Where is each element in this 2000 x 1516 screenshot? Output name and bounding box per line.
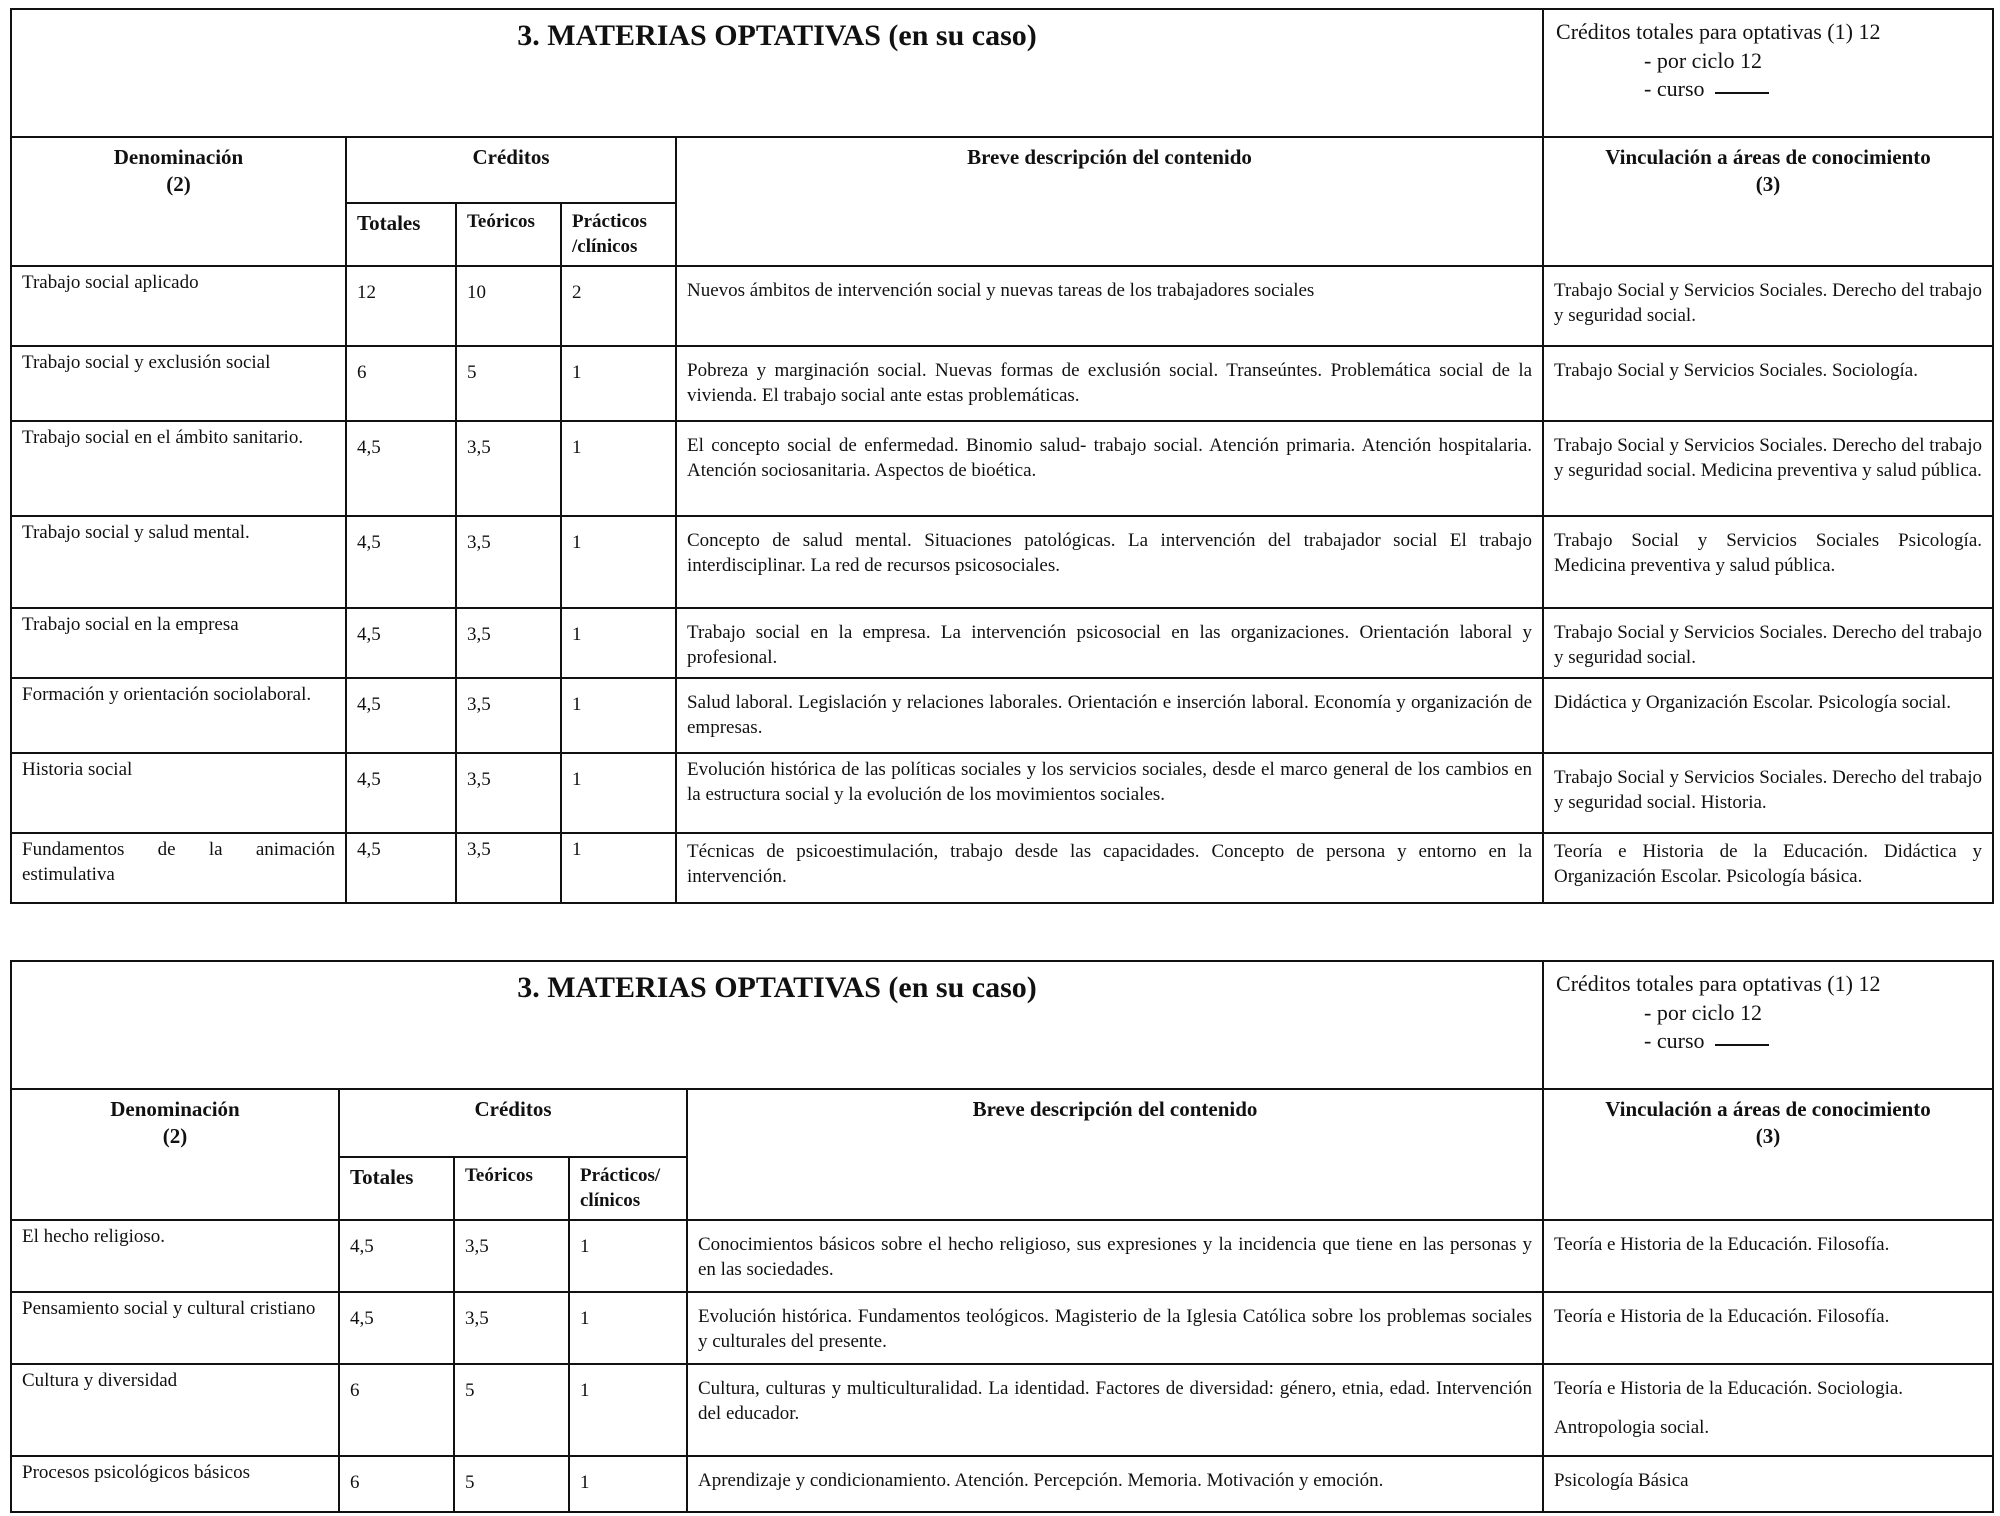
row-totales: 4,5 [346,678,456,753]
header-teoricos: Teóricos [454,1157,569,1220]
header-denominacion: Denominación (2) [11,137,346,266]
row-teoricos: 10 [456,266,561,346]
row-practicos: 1 [569,1220,687,1292]
credits-cycle-line: - por ciclo 12 [1644,47,1762,73]
row-totales: 6 [339,1364,454,1456]
row-vinculacion: Psicología Básica [1543,1456,1993,1512]
header-practicos: Prácticos/ clínicos [569,1157,687,1220]
row-totales: 4,5 [346,516,456,608]
row-name: Trabajo social en el ámbito sanitario. [11,421,346,516]
row-vinculacion: Trabajo Social y Servicios Sociales. Derecho del trabajo y seguridad social. Historia. [1543,753,1993,833]
row-totales: 4,5 [346,753,456,833]
header-totales: Totales [339,1157,454,1220]
row-descripcion: Conocimientos básicos sobre el hecho religioso, sus expresiones y la incidencia que tiene en las personas y en las sociedades. [687,1220,1543,1292]
row-totales: 12 [346,266,456,346]
row-teoricos: 3,5 [456,833,561,903]
row-practicos: 1 [561,678,676,753]
table-row [11,608,1993,678]
row-vinculacion: Trabajo Social y Servicios Sociales Psicología. Medicina preventiva y salud pública. [1543,516,1993,608]
row-descripcion: Concepto de salud mental. Situaciones patológicas. La intervención del trabajador social El trabajo interdisciplinar. La red de recursos psicosociales. [676,516,1543,608]
row-practicos: 1 [561,421,676,516]
row-practicos: 1 [569,1456,687,1512]
row-descripcion: El concepto social de enfermedad. Binomio salud- trabajo social. Atención primaria. Atención hospitalaria. Atención sociosanitaria. Aspectos de bioética. [676,421,1543,516]
row-name: Formación y orientación sociolaboral. [11,678,346,753]
table-title: 3. MATERIAS OPTATIVAS (en su caso) [11,961,1543,1089]
row-teoricos: 3,5 [456,678,561,753]
table-row [11,678,1993,753]
table-row [11,1364,1993,1456]
row-vinculacion: Trabajo Social y Servicios Sociales. Derecho del trabajo y seguridad social. [1543,266,1993,346]
header-denominacion: Denominación (2) [11,1089,339,1220]
row-name: El hecho religioso. [11,1220,339,1292]
row-practicos: 1 [569,1292,687,1364]
row-name: Fundamentos de la animación estimulativa [11,833,346,903]
row-name: Procesos psicológicos básicos [11,1456,339,1512]
credits-cycle-line: - por ciclo 12 [1644,999,1762,1025]
header-teoricos: Teóricos [456,203,561,266]
row-practicos: 1 [561,516,676,608]
credits-course-line: - curso [1556,75,1980,104]
row-name: Trabajo social y exclusión social [11,346,346,421]
header-descripcion: Breve descripción del contenido [676,137,1543,266]
row-descripcion: Técnicas de psicoestimulación, trabajo desde las capacidades. Concepto de persona y entorno en la intervención. [676,833,1543,903]
row-practicos: 1 [561,753,676,833]
row-vinculacion: Teoría e Historia de la Educación. Filosofía. [1543,1292,1993,1364]
row-totales: 4,5 [339,1220,454,1292]
table-row [11,266,1993,346]
row-name: Trabajo social aplicado [11,266,346,346]
row-descripcion: Pobreza y marginación social. Nuevas formas de exclusión social. Transeúntes. Problemática social de la vivienda. El trabajo social ante estas problemáticas. [676,346,1543,421]
row-practicos: 1 [561,346,676,421]
table-title: 3. MATERIAS OPTATIVAS (en su caso) [11,9,1543,137]
row-vinculacion: Trabajo Social y Servicios Sociales. Derecho del trabajo y seguridad social. Medicina preventiva y salud pública. [1543,421,1993,516]
table-row [11,1220,1993,1292]
optativas-table-1 [10,8,1992,904]
row-name: Trabajo social y salud mental. [11,516,346,608]
table-row [11,1456,1993,1512]
row-vinculacion: Teoría e Historia de la Educación. Sociologia. Antropologia social. [1543,1364,1993,1456]
table-row [11,421,1993,516]
credits-total-line: Créditos totales para optativas (1) 12 [1556,19,1881,44]
row-teoricos: 3,5 [456,516,561,608]
table-row [11,1292,1993,1364]
credits-course-line: - curso [1556,1027,1980,1056]
table-row [11,346,1993,421]
row-practicos: 1 [569,1364,687,1456]
row-name: Cultura y diversidad [11,1364,339,1456]
header-creditos: Créditos [346,137,676,203]
row-teoricos: 3,5 [456,753,561,833]
header-practicos: Prácticos /clínicos [561,203,676,266]
row-vinculacion: Teoría e Historia de la Educación. Didáctica y Organización Escolar. Psicología básica. [1543,833,1993,903]
row-descripcion: Trabajo social en la empresa. La intervención psicosocial en las organizaciones. Orientación laboral y profesional. [676,608,1543,678]
row-totales: 4,5 [346,833,456,903]
header-vinculacion: Vinculación a áreas de conocimiento (3) [1543,137,1993,266]
row-descripcion: Nuevos ámbitos de intervención social y nuevas tareas de los trabajadores sociales [676,266,1543,346]
row-name: Trabajo social en la empresa [11,608,346,678]
row-name: Historia social [11,753,346,833]
row-totales: 4,5 [346,421,456,516]
row-descripcion: Cultura, culturas y multiculturalidad. La identidad. Factores de diversidad: género, etnia, edad. Intervención del educador. [687,1364,1543,1456]
row-vinculacion: Trabajo Social y Servicios Sociales. Sociología. [1543,346,1993,421]
row-descripcion: Evolución histórica de las políticas sociales y los servicios sociales, desde el marco general de los cambios en la estructura social y la evolución de los movimientos sociales. [676,753,1543,833]
header-vinculacion: Vinculación a áreas de conocimiento (3) [1543,1089,1993,1220]
row-teoricos: 3,5 [454,1220,569,1292]
row-teoricos: 3,5 [456,421,561,516]
row-practicos: 2 [561,266,676,346]
row-totales: 6 [346,346,456,421]
credits-total-line: Créditos totales para optativas (1) 12 [1556,971,1881,996]
row-descripcion: Salud laboral. Legislación y relaciones laborales. Orientación e inserción laboral. Economía y organización de empresas. [676,678,1543,753]
row-descripcion: Aprendizaje y condicionamiento. Atención. Percepción. Memoria. Motivación y emoción. [687,1456,1543,1512]
row-teoricos: 3,5 [456,608,561,678]
row-totales: 4,5 [346,608,456,678]
row-vinculacion: Didáctica y Organización Escolar. Psicología social. [1543,678,1993,753]
row-practicos: 1 [561,608,676,678]
row-vinculacion: Trabajo Social y Servicios Sociales. Derecho del trabajo y seguridad social. [1543,608,1993,678]
row-name: Pensamiento social y cultural cristiano [11,1292,339,1364]
row-totales: 4,5 [339,1292,454,1364]
row-practicos: 1 [561,833,676,903]
optativas-table-2 [10,960,1992,1513]
table-row [11,753,1993,833]
row-totales: 6 [339,1456,454,1512]
header-descripcion: Breve descripción del contenido [687,1089,1543,1220]
table-row [11,516,1993,608]
header-totales: Totales [346,203,456,266]
row-teoricos: 5 [456,346,561,421]
row-vinculacion: Teoría e Historia de la Educación. Filosofía. [1543,1220,1993,1292]
header-creditos: Créditos [339,1089,687,1157]
credits-summary [1543,9,1993,137]
table-row [11,833,1993,903]
row-teoricos: 5 [454,1364,569,1456]
credits-summary [1543,961,1993,1089]
row-teoricos: 3,5 [454,1292,569,1364]
row-teoricos: 5 [454,1456,569,1512]
row-descripcion: Evolución histórica. Fundamentos teológicos. Magisterio de la Iglesia Católica sobre los problemas sociales y culturales del presente. [687,1292,1543,1364]
